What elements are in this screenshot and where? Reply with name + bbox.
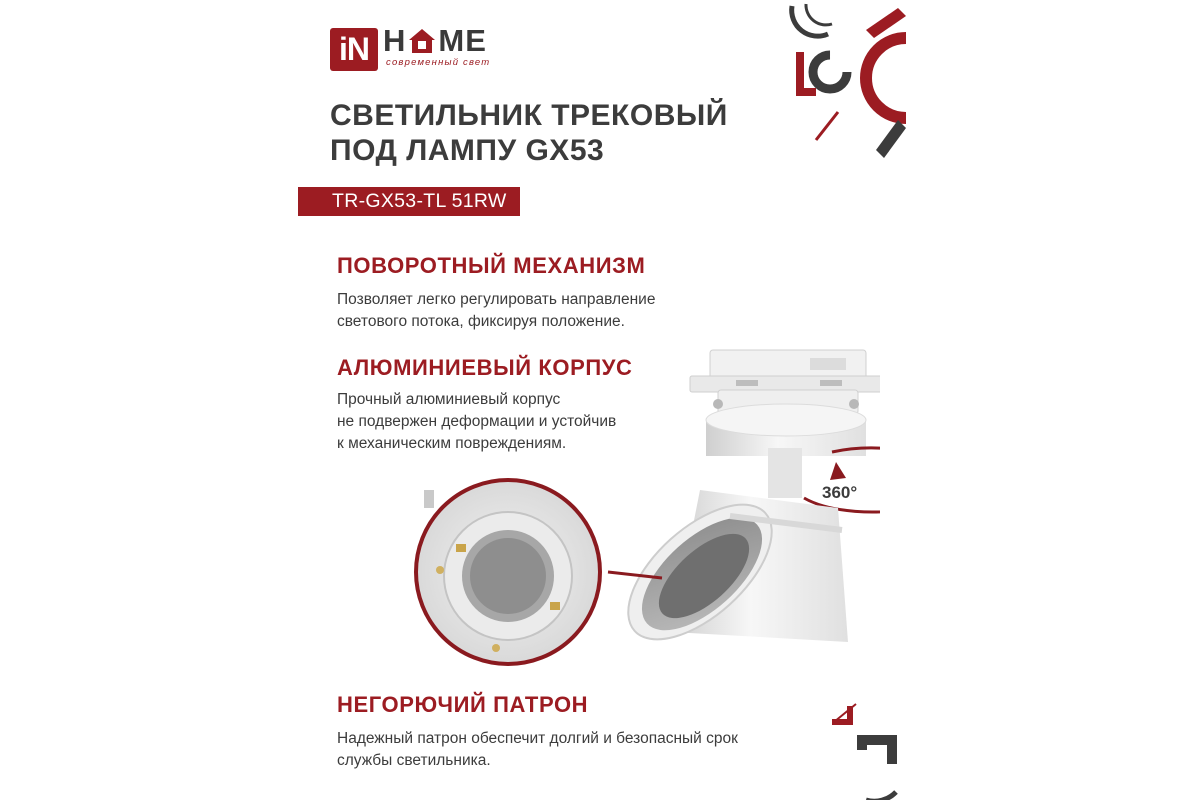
title-line-1: СВЕТИЛЬНИК ТРЕКОВЫЙ <box>330 99 728 132</box>
feature-text-socket <box>337 728 738 772</box>
title-line-2: ПОД ЛАМПУ GX53 <box>330 134 605 167</box>
feature-heading-socket: НЕГОРЮЧИЙ ПАТРОН <box>337 692 589 717</box>
lamp-head <box>605 480 848 663</box>
feature-text-line: светового потока, фиксируя положение. <box>337 313 625 330</box>
feature-text-line: не подвержен деформации и устойчив <box>337 413 617 430</box>
brand-logo <box>330 23 500 72</box>
feature-text-line: Прочный алюминиевый корпус <box>337 391 561 408</box>
rotation-label: 360° <box>822 483 858 502</box>
page-title <box>330 98 770 168</box>
feature-text-rotation <box>337 289 655 333</box>
decorative-shapes-top <box>788 0 908 165</box>
feature-text-line: службы светильника. <box>337 752 491 769</box>
model-badge: TR-GX53-TL 51RW <box>298 187 520 216</box>
feature-text-line: Надежный патрон обеспечит долгий и безопасный срок <box>337 730 738 747</box>
feature-heading-rotation: ПОВОРОТНЫЙ МЕХАНИЗМ <box>337 253 646 278</box>
decorative-shapes-bottom <box>826 700 906 800</box>
socket-closeup <box>416 480 600 664</box>
logo-brand: H ME <box>383 23 487 58</box>
logo-tagline: современный свет <box>386 57 491 68</box>
feature-text-line: Позволяет легко регулировать направление <box>337 291 656 308</box>
feature-heading-housing: АЛЮМИНИЕВЫЙ КОРПУС <box>337 355 633 380</box>
product-illustration <box>400 340 880 680</box>
feature-text-line: к механическим повреждениям. <box>337 435 567 452</box>
house-icon <box>408 28 436 54</box>
logo-mark: iN <box>330 28 378 71</box>
